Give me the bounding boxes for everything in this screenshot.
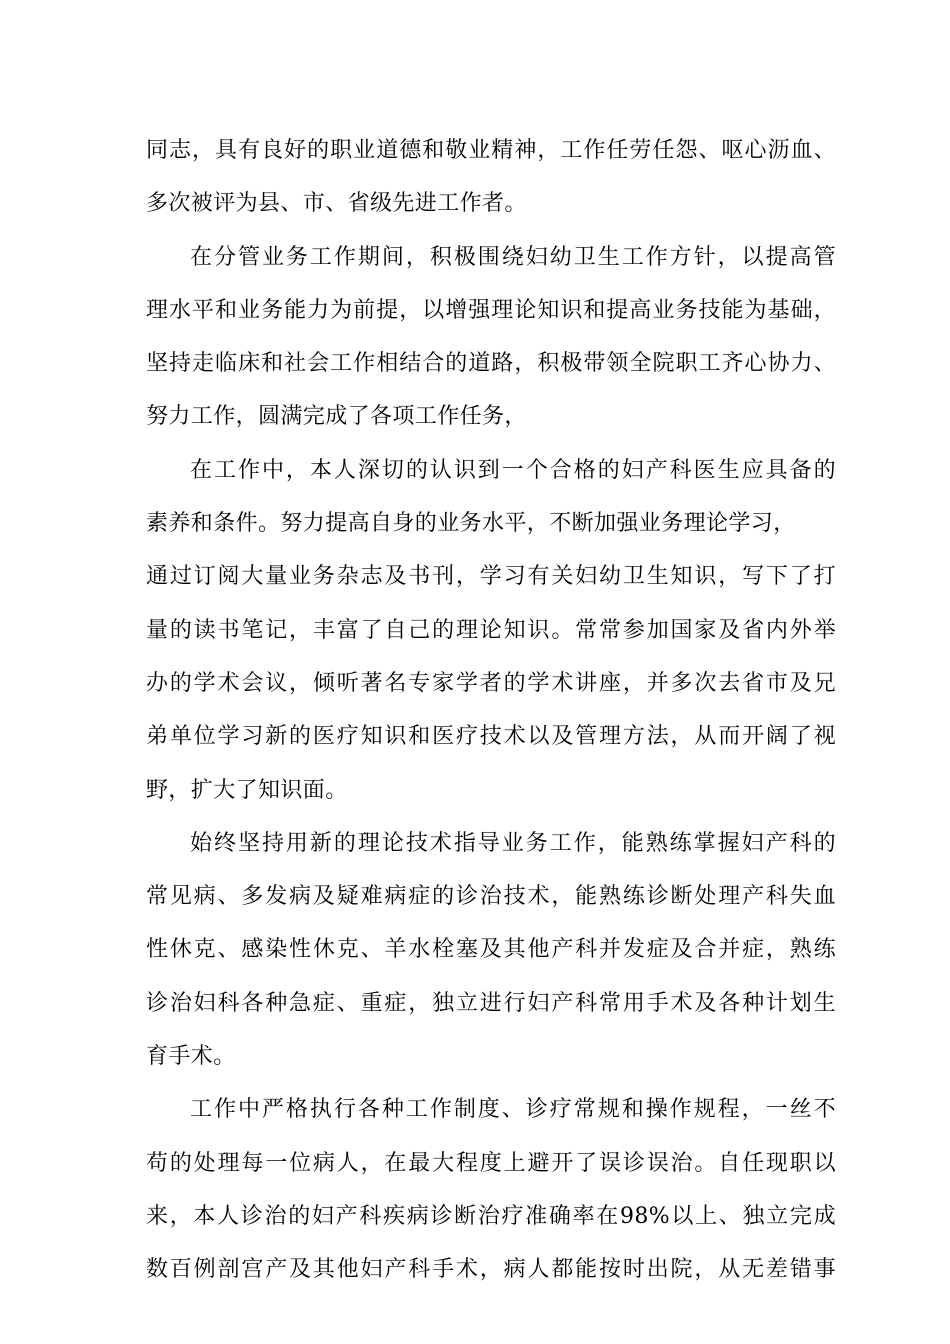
paragraph-first-line: 工作中严格执行各种工作制度、诊疗常规和操作规程，一丝不 bbox=[190, 1097, 836, 1123]
text-line: 常见病、多发病及疑难病症的诊治技术，能熟练诊断处理产科失血 bbox=[146, 884, 836, 910]
text-line: 来，本人诊治的妇产科疾病诊断治疗准确率在98%以上、独立完成 bbox=[146, 1203, 836, 1229]
text-line: 苟的处理每一位病人，在最大程度上避开了误诊误治。自任现职以 bbox=[146, 1150, 836, 1176]
text-line: 性休克、感染性休克、羊水栓塞及其他产科并发症及合并症，熟练 bbox=[146, 937, 836, 963]
text-line: 素养和条件。努力提高自身的业务水平，不断加强业务理论学习， bbox=[146, 511, 796, 537]
text-line: 努力工作，圆满完成了各项工作任务， bbox=[146, 404, 527, 430]
text-line: 办的学术会议，倾听著名专家学者的学术讲座，并多次去省市及兄 bbox=[146, 670, 836, 696]
text-line: 同志，具有良好的职业道德和敬业精神，工作任劳任怨、呕心沥血、 bbox=[146, 138, 836, 163]
text-line: 数百例剖宫产及其他妇产科手术，病人都能按时出院，从无差错事 bbox=[146, 1257, 836, 1283]
paragraph-first-line: 始终坚持用新的理论技术指导业务工作，能熟练掌握妇产科的 bbox=[190, 830, 836, 856]
text-line: 多次被评为县、市、省级先进工作者。 bbox=[146, 191, 527, 217]
text-line: 理水平和业务能力为前提，以增强理论知识和提高业务技能为基础， bbox=[146, 297, 836, 323]
body-text bbox=[146, 128, 836, 1301]
text-line: 坚持走临床和社会工作相结合的道路，积极带领全院职工齐心协力、 bbox=[146, 351, 836, 377]
text-line: 量的读书笔记，丰富了自己的理论知识。常常参加国家及省内外举 bbox=[146, 617, 836, 643]
text-line: 通过订阅大量业务杂志及书刊，学习有关妇幼卫生知识，写下了打 bbox=[146, 564, 836, 590]
paragraph-first-line: 在分管业务工作期间，积极围绕妇幼卫生工作方针，以提高管 bbox=[190, 244, 836, 270]
text-line: 弟单位学习新的医疗知识和医疗技术以及管理方法，从而开阔了视 bbox=[146, 724, 836, 750]
text-line: 野，扩大了知识面。 bbox=[146, 777, 348, 803]
paragraph-first-line: 在工作中，本人深切的认识到一个合格的妇产科医生应具备的 bbox=[190, 457, 836, 483]
text-line: 育手术。 bbox=[146, 1044, 236, 1070]
text-line: 诊治妇科各种急症、重症，独立进行妇产科常用手术及各种计划生 bbox=[146, 990, 836, 1016]
